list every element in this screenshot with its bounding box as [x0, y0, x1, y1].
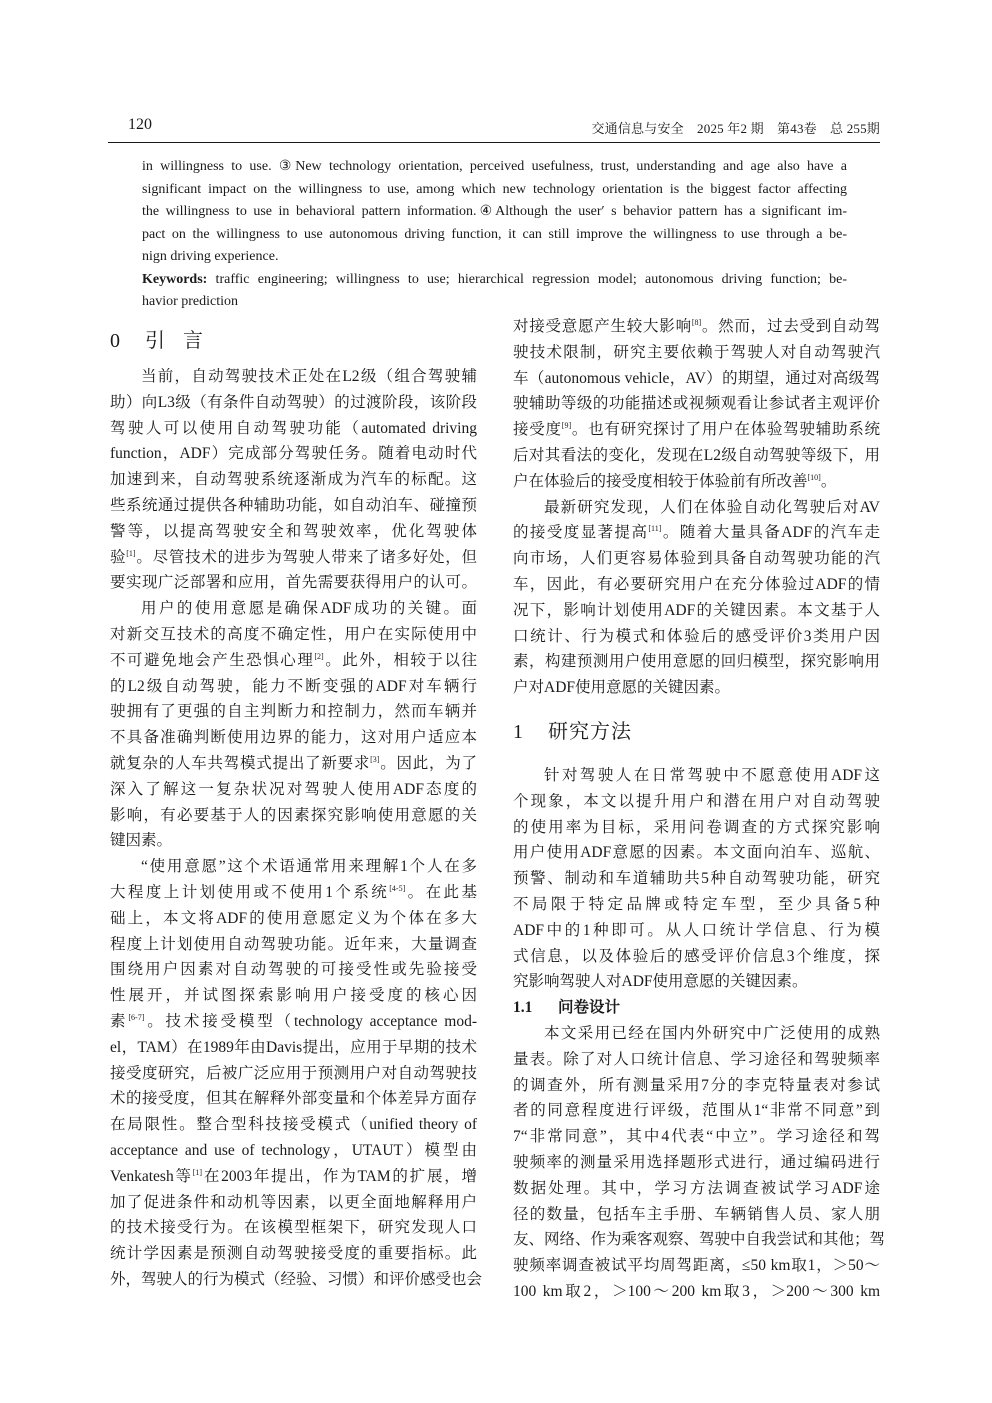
text-line: 车（autonomous vehicle，AV）的期望，通过对高级驾: [513, 369, 880, 387]
text-line: 用户使用ADF意愿的因素。本文面向泊车、巡航、: [513, 844, 880, 862]
text-line: 围绕用户因素对自动驾驶的可接受性或先验接受: [110, 961, 477, 979]
text: 素: [110, 1012, 129, 1030]
subsection-number: 1.1: [513, 999, 533, 1017]
text-line: [110, 648, 477, 674]
keywords-line-2: havior prediction: [142, 294, 239, 309]
text: 。随着大量具备ADF的汽车走: [661, 524, 880, 542]
keywords-line: [142, 269, 847, 292]
text-line: 户对ADF使用意愿的关键因素。: [513, 679, 731, 697]
spacer: [513, 701, 880, 709]
text-line: [110, 751, 477, 777]
text: 在2003年提出，作为TAM的扩展，增: [202, 1167, 477, 1185]
text-line: 100 km取2，＞100～200 km取3，＞200～300 km: [513, 1282, 880, 1300]
citation[interactable]: [10]: [807, 472, 821, 482]
text-line: 影响，有必要基于人的因素探究影响使用意愿的关: [110, 806, 477, 824]
text-line: 究影响驾驶人对ADF使用意愿的关键因素。: [513, 973, 808, 991]
citation[interactable]: [3]: [370, 754, 380, 764]
page-number: 120: [128, 116, 152, 133]
text: 。尽管技术的进步为驾驶人带来了诸多好处，但: [135, 548, 477, 566]
section-title: 研究方法: [548, 720, 632, 743]
section-heading-1: [513, 709, 880, 755]
paragraph: [513, 314, 880, 495]
section-title: 引言: [145, 330, 221, 352]
text-line: 7“非常同意”，其中4代表“中立”。学习途径和驾: [513, 1128, 880, 1146]
right-column: [513, 314, 886, 1305]
text-line: [110, 1164, 477, 1190]
text-line: 预警、制动和车道辅助共5种自动驾驶功能，研究: [513, 870, 880, 888]
text-line: 者的同意程度进行评级，范围从1“非常不同意”到: [513, 1102, 880, 1120]
text-line: 素，构建预测用户使用意愿的回归模型，探究影响用: [513, 653, 880, 671]
text-line: 深入了解这一复杂状况对驾驶人使用ADF态度的: [110, 780, 477, 798]
text-line: 驶频率调查被试平均周驾距离，≤50 km取1，＞50～: [513, 1257, 880, 1275]
text: 验: [110, 548, 127, 566]
text: 。: [820, 472, 837, 490]
text: 户在体验后的接受度相较于体验前有所改善: [513, 472, 808, 490]
text-line: acceptance and use of technology，UTAUT）模型由: [110, 1141, 477, 1159]
text-line: 驶辅助等级的功能描述或视频观看让参试者主观评价: [513, 395, 880, 413]
text: 大程度上计划使用或不使用1个系统: [110, 883, 390, 901]
text-line: [110, 880, 477, 906]
abstract-line: in willingness to use. ③New technology orientation, perceived usefulness, trust, understanding and age also have a: [142, 159, 847, 174]
text-line: 的技术接受行为。在该模型框架下，研究发现人口: [110, 1219, 477, 1237]
text: 。然而，过去受到自动驾: [701, 318, 880, 335]
abstract-line: nign driving experience.: [142, 249, 279, 264]
keywords-text: traffic engineering; willingness to use; hierarchical regression model; autonomous driving function; be-: [207, 271, 847, 287]
paragraph: [513, 1021, 886, 1305]
section-heading-0: [110, 318, 477, 364]
text: 不可避免地会产生恐惧心理: [110, 651, 315, 669]
text-line: [513, 417, 880, 443]
text-line: 量表。除了对人口统计信息、学习途径和驾驶频率: [513, 1050, 880, 1068]
text-line: 当前，自动驾驶技术正处在L2级（组合驾驶辅: [141, 368, 477, 385]
text-line: “使用意愿”这个术语通常用来理解1个人在多: [141, 858, 477, 876]
text-line: 数据处理。其中，学习方法调查被试学习ADF途: [513, 1179, 880, 1197]
abstract-line: pact on the willingness to use autonomous driving function, it can still improve the willingness to use through a be-: [142, 226, 847, 242]
text: 。此外，相较于以往: [323, 651, 477, 669]
text-line: 个现象，本文以提升用户和潜在用户对自动驾驶: [513, 792, 880, 810]
text-line: 础上，本文将ADF的使用意愿定义为个体在多大: [110, 909, 477, 927]
text: 。也有研究探讨了用户在体验驾驶辅助系统: [571, 421, 880, 439]
text-line: 性展开，并试图探索影响用户接受度的核心因: [110, 987, 477, 1005]
text-line: 在局限性。整合型科技接受模式（unified theory of: [110, 1116, 477, 1134]
text-line: 加了促进条件和动机等因素，以更全面地解释用户: [110, 1193, 477, 1211]
text-line: 驶频率的测量采用选择题形式进行，通过编码进行: [513, 1153, 880, 1171]
citation[interactable]: [4-5]: [389, 883, 406, 893]
text-line: 统计学因素是预测自动驾驶接受度的重要指标。此: [110, 1245, 477, 1263]
text: 接受度: [513, 421, 562, 439]
text-line: 的使用率为目标，采用问卷调查的方式探究影响: [513, 818, 880, 836]
text: 的接受度显著提高: [513, 524, 649, 542]
text-line: 不具备准确判断使用边界的能力，这对用户适应本: [110, 729, 477, 747]
text-line: 车，因此，有必要研究用户在充分体验过ADF的情: [513, 575, 880, 593]
english-abstract: [142, 156, 847, 314]
text-line: [513, 469, 880, 495]
text-line: 口统计、行为模式和体验后的感受评价3类用户因: [513, 627, 880, 645]
paragraph: [110, 596, 477, 854]
text-line: 些系统通过提供各种辅助功能，如自动泊车、碰撞预: [110, 496, 477, 514]
text-line: 针对驾驶人在日常驾驶中不愿意使用ADF这: [544, 766, 880, 784]
section-number: 0: [110, 330, 121, 352]
text-line: [110, 545, 477, 571]
text-line: 外，驾驶人的行为模式（经验、习惯）和评价感受也会: [110, 1270, 483, 1288]
section-number: 1: [513, 720, 524, 743]
paragraph: [513, 763, 880, 995]
text: 。因此，为了: [379, 754, 477, 772]
text-line: 况下，影响计划使用ADF的关键因素。本文基于人: [513, 601, 880, 619]
text: 。在此基: [405, 883, 477, 901]
text-line: ADF中的1种即可。从人口统计学信息、行为模: [513, 921, 880, 939]
text-line: 警等，以提高驾驶安全和驾驶效率，优化驾驶体: [110, 522, 477, 540]
spacer: [513, 755, 880, 763]
text-line: 术的接受度，但其在解释外部变量和个体差异方面存: [110, 1090, 477, 1108]
text-line: [513, 314, 880, 340]
paragraph: [110, 364, 477, 596]
text-line: 程度上计划使用自动驾驶功能。近年来，大量调查: [110, 935, 477, 953]
citation[interactable]: [1]: [192, 1167, 203, 1177]
left-column: [110, 318, 483, 1293]
text-line: 加速到来，自动驾驶系统逐渐成为汽车的标配。这: [110, 471, 477, 489]
text-line: 用户的使用意愿是确保ADF成功的关键。面: [141, 600, 477, 618]
citation[interactable]: [2]: [314, 651, 324, 661]
text-line: 本文采用已经在国内外研究中广泛使用的成熟: [544, 1024, 880, 1042]
text-line: 驾驶人可以使用自动驾驶功能（automated driving: [110, 419, 477, 437]
citation[interactable]: [11]: [648, 524, 662, 534]
text-line: 对新交互技术的高度不确定性，用户在实际使用中: [110, 625, 477, 643]
text-line: 要实现广泛部署和应用，首先需要获得用户的认可。: [110, 574, 477, 592]
text-line: 驶拥有了更强的自主判断力和控制力，然而车辆并: [110, 703, 477, 721]
citation[interactable]: [8]: [691, 318, 702, 327]
journal-info: 交通信息与安全 2025 年2 期 第43卷 总 255期: [591, 121, 880, 136]
text: 对接受意愿产生较大影响: [513, 318, 692, 335]
text: 。技术接受模型（technology acceptance mod-: [144, 1012, 477, 1030]
subsection-heading-1-1: [513, 995, 880, 1021]
text-line: 键因素。: [110, 832, 173, 850]
text-line: 径的数量，包括车主手册、车辆销售人员、家人朋: [513, 1205, 880, 1223]
citation[interactable]: [1]: [126, 548, 136, 558]
citation[interactable]: [9]: [561, 421, 572, 431]
text-line: 的调查外，所有测量采用7分的李克特量表对参试: [513, 1076, 880, 1094]
citation[interactable]: [6-7]: [128, 1012, 145, 1022]
subsection-title: 问卷设计: [558, 999, 621, 1017]
paragraph: [110, 854, 483, 1293]
text-line: 接受度研究，后被广泛应用于预测用户对自动驾驶技: [110, 1064, 477, 1082]
paragraph: [513, 495, 880, 701]
text-line: 助）向L3级（有条件自动驾驶）的过渡阶段，该阶段: [110, 393, 477, 411]
text-line: el，TAM）在1989年由Davis提出，应用于早期的技术: [110, 1038, 477, 1056]
text-line: 的L2级自动驾驶，能力不断变强的ADF对车辆行: [110, 677, 477, 695]
text-line: 友、网络、作为乘客观察、驾驶中自我尝试和其他；驾: [513, 1231, 886, 1249]
text-line: 式信息，以及体验后的感受评价信息3个维度，探: [513, 947, 880, 965]
text-line: 最新研究发现，人们在体验自动化驾驶后对AV: [544, 498, 880, 516]
text-line: [513, 520, 880, 546]
keywords-label: Keywords:: [142, 271, 208, 287]
abstract-line: significant impact on the willingness to use, among which new technology orientation is the biggest factor affecting: [142, 181, 847, 197]
text-line: 不局限于特定品牌或特定车型，至少具备5种: [513, 895, 880, 913]
text-line: 驶技术限制，研究主要依赖于驾驶人对自动驾驶汽: [513, 343, 880, 361]
running-header: [108, 114, 880, 143]
abstract-line: the willingness to use in behavioral pattern information.④Although the user′ s behavior pattern has a significant im-: [142, 204, 847, 219]
text-line: 向市场，人们更容易体验到具备自动驾驶功能的汽: [513, 550, 880, 568]
text-line: 后对其看法的变化，发现在L2级自动驾驶等级下，用: [513, 446, 880, 464]
text-line: function，ADF）完成部分驾驶任务。随着电动时代: [110, 445, 477, 463]
text: Venkatesh等: [110, 1167, 193, 1185]
text: 就复杂的人车共驾模式提出了新要求: [110, 754, 371, 772]
text-line: [110, 1009, 477, 1035]
